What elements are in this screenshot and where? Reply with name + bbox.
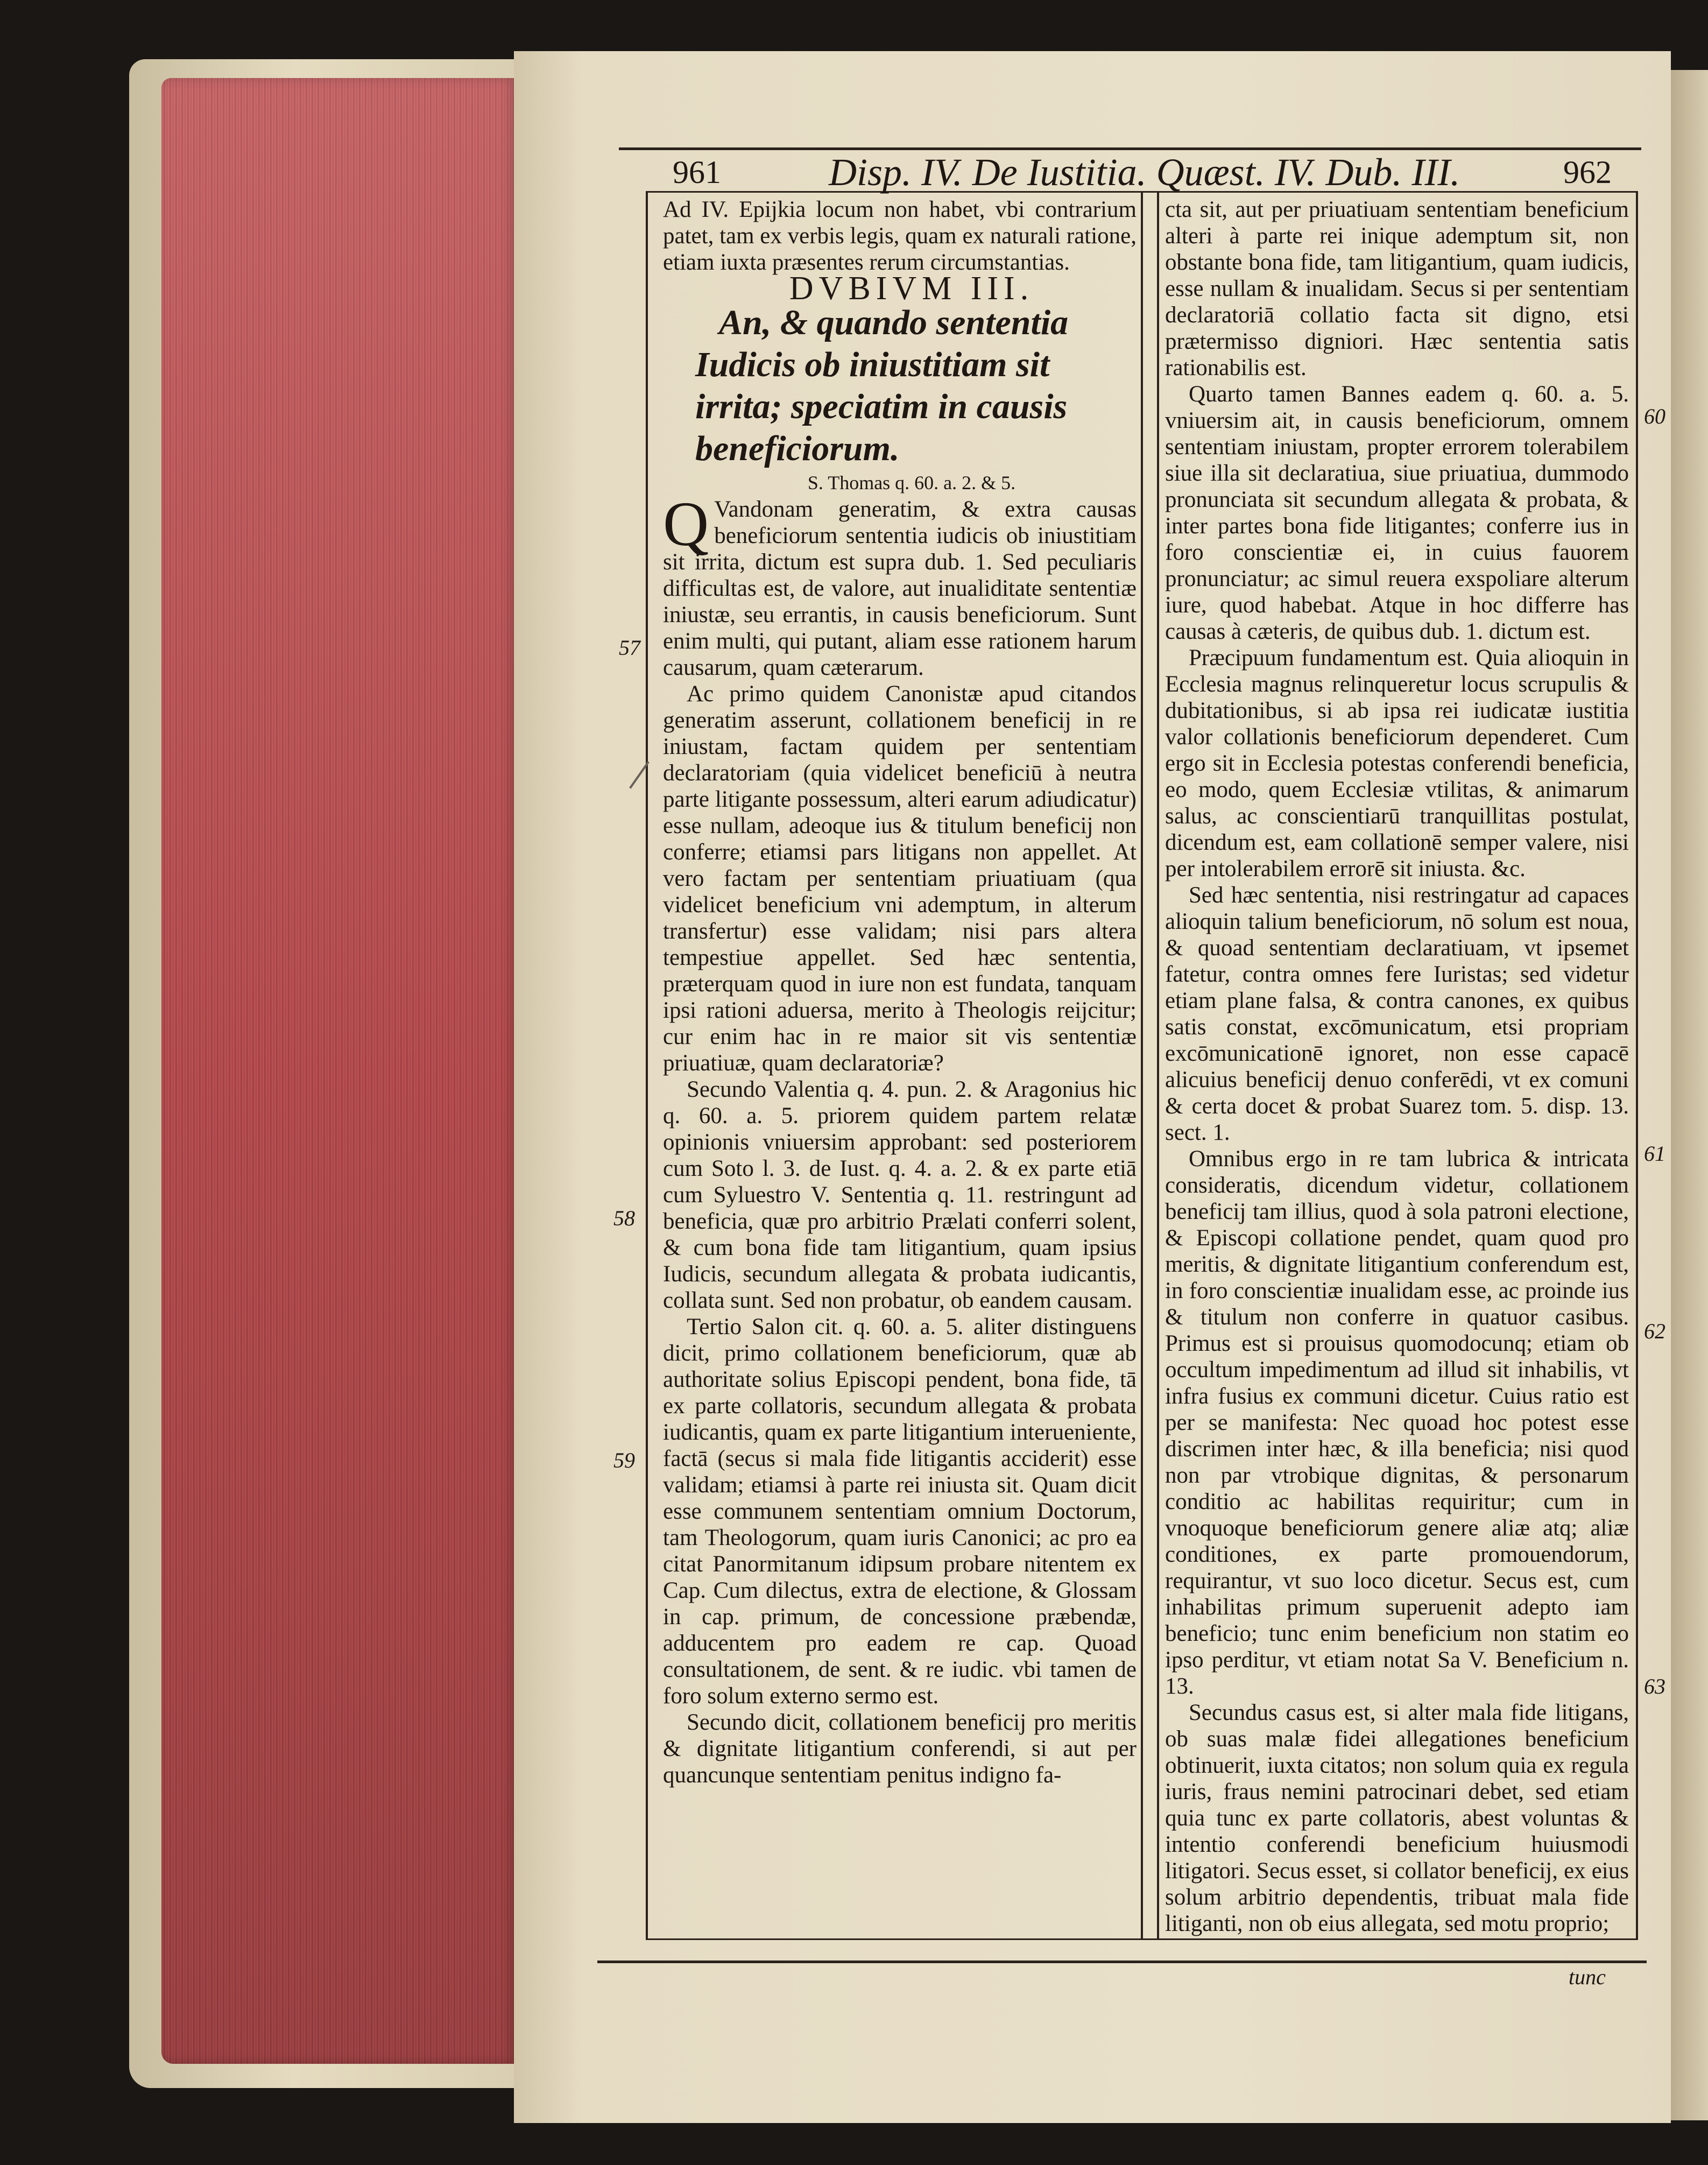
paragraph-text: Vandonam generatim, & extra causas beneficiorum sententia iudicis ob iniustitiam sit irrita, dictum est supra dub. 1. Sed peculiaris difficultas est, de valore, aut inualiditate sententiæ iniustæ, seu errantis, in causis beneficiorum. Sunt enim multi, qui putant, aliam esse rationem harum causarum, quam cæterarum. [663, 497, 1137, 680]
margin-number: 59 [613, 1448, 635, 1472]
left-column [663, 196, 1137, 1940]
paragraph: Sed hæc sententia, nisi restringatur ad capaces alioquin talium beneficiorum, nō solum est noua, & quoad sententiam declaratiuam, vt ipsemet fatetur, contra omnes fere Iuristas; sed videtur etiam plane falsa, & contra canones, ex quibus satis constat, excōmunicatum, etsi propriam excōmunicationē ignoret, non esse capacē alicuius beneficij denuo conferēdi, vt ex comuni & certa docet & probat Suarez tom. 5. disp. 13. sect. 1. [1165, 883, 1629, 1145]
citation-line: S. Thomas q. 60. a. 2. & 5. [807, 472, 1016, 493]
paragraph: Ac primo quidem Canonistæ apud citandos generatim asserunt, collationem beneficij in re iniustam, factam quidem per sententiam declaratoriam (quia videlicet beneficiū à neutra parte litigante possessum, alteri earum adiudicatur) esse nullam, adeoque ius & titulum beneficij non conferre; etiamsi pars litigans non appellet. At vero factam per sententiam priuatiuam (qua videlicet beneficium vni ademptum, in alterum transfertur) esse validam; nisi pars altera tempestiue appellet. Sed hæc sententia, præterquam quod in iure non est fundata, tanquam ipsi rationi aduersa, merito à Theologis reijcitur; cur enim hac in re maior sit vis sententiæ priuatiuæ, quam declaratoriæ? [663, 681, 1137, 1076]
margin-number: 61 [1644, 1141, 1665, 1166]
paragraph: Secundo Valentia q. 4. pun. 2. & Aragonius hic q. 60. a. 5. priorem quidem partem relatæ opinionis vniuersim approbant: sed posteriorem cum Soto l. 3. de Iust. q. 4. a. 2. & ex parte etiā cum Syluestro V. Sententia q. 11. restringunt ad beneficia, quæ pro arbitrio Prælati conferri solent, & cum bona fide tam litigantium, quam ipsius Iudicis, secundum allegata & probata iudicantis, collata sunt. Sed non probatur, ob eandem causam. [663, 1077, 1137, 1313]
page-edge-shading [161, 78, 517, 2064]
paragraph: Secundus casus est, si alter mala fide litigans, ob suas malæ fidei allegationes beneficium obtinuerit, iuxta citatos; non solum quia ex regula iuris, fraus nemini patrocinari debet, sed etiam quia tunc ex parte collatoris, abest voluntas & intentio conferendi beneficium huiusmodi litigatori. Secus esset, si collator beneficij, ex eius solum arbitrio dependentis, tribuat mala fide litiganti, non ob eius allegata, sed motu proprio; [1165, 1700, 1629, 1936]
footer-rule [597, 1961, 1647, 1963]
margin-number: 63 [1644, 1674, 1665, 1698]
intro-paragraph: Ad IV. Epijkia locum non habet, vbi contrarium patet, tam ex verbis legis, quam ex naturali ratione, etiam iuxta præsentes rerum circumstantias. [663, 197, 1137, 275]
question-heading: An, & quando sententia Iudicis ob iniustitiam sit irrita; speciatim in causis beneficiorum. [695, 303, 1069, 468]
frame-left-rule [646, 191, 648, 1940]
column-divider-right [1157, 191, 1159, 1940]
frame-right-rule [1636, 191, 1638, 1940]
paragraph: Quarto tamen Bannes eadem q. 60. a. 5. vniuersim ait, in causis beneficiorum, omnem sententiam iniustam, propter errorem tolerabilem siue illa sit declaratiua, siue priuatiua, dummodo pronunciata sit secundum allegata & probata, & inter partes bona fide litigantes; conferre ius in foro conscientiæ ei, in cuius fauorem pronunciatur; ac simul reuera exspoliare alterum iure, quod habebat. Atque in hoc differre has causas à cæteris, de quibus dub. 1. dictum est. [1165, 382, 1629, 644]
facing-page-edge [1671, 70, 1708, 2120]
page-number-left: 961 [673, 154, 721, 190]
margin-number: 58 [613, 1206, 635, 1230]
paragraph: Præcipuum fundamentum est. Quia alioquin in Ecclesia magnus relinqueretur locus scrupulis & dubitationibus, si ab ipsa rei iudicatæ iustitia valor collationis beneficiorum dependeret. Cum ergo sit in Ecclesia potestas conferendi beneficia, eo modo, quem Ecclesiæ vtilitas, & animarum salus, ac conscientiarū tranquillitas postulat, dicendum est, eam collationē semper valere, nisi per intolerabilem errorē sit iniusta. &c. [1165, 645, 1629, 881]
dubium-heading: DVBIVM III. [789, 270, 1034, 307]
page-number-right: 962 [1563, 154, 1612, 190]
paragraph: Tertio Salon cit. q. 60. a. 5. aliter distinguens dicit, primo collationem beneficiorum, quæ ab authoritate solius Episcopi pendent, bona fide, tā ex parte collatoris, secundum allegata & probata iudicantis, quam ex parte litigantium interueniente, factā (secus si mala fide litigantis acciderit) esse validam; etiamsi à parte rei iniusta sit. Quam dicit esse communem sententiam omnium Doctorum, tam Theologorum, quam iuris Canonici; ac pro ea citat Panormitanum idipsum probare nitentem ex Cap. Cum dilectus, extra de electione, & Glossam in cap. primum, de concessione præbendæ, adducentem pro eadem re cap. Quoad consultationem, de sent. & re iudic. vbi tamen de foro solum externo sermo est. [663, 1314, 1137, 1709]
running-title: Disp. IV. De Iustitia. Quæst. IV. Dub. III. [829, 151, 1460, 194]
right-column [1165, 196, 1629, 1940]
paragraph: cta sit, aut per priuatiuam sententiam beneficium alteri à parte rei inique ademptum sit, non obstante bona fide, tam litigantium, quam iudicis, esse nullam & inualidam. Secus si per sententiam declaratoriā collatio facta sit digno, etsi prætermisso digniori. Hæc sententia satis rationabilis est. [1165, 197, 1629, 380]
paragraph: Secundo dicit, collationem beneficij pro meritis & dignitate litigantium conferendi, si aut per quancunque sententiam penitus indigno fa- [663, 1710, 1137, 1788]
margin-number: 57 [619, 636, 640, 660]
margin-number: 62 [1644, 1319, 1665, 1343]
paragraph [663, 489, 1137, 681]
margin-number: 60 [1644, 404, 1665, 428]
header-rule [619, 147, 1641, 150]
paragraph: Omnibus ergo in re tam lubrica & intricata consideratis, dicendum videtur, collationem beneficij tam illius, quod à sola patroni electione, & Episcopi collatione pendet, quam quod pro meritis, & dignitate litigantium conferendum est, in foro conscientiæ inualidam esse, ac proinde ius & titulum non conferre in quatuor casibus. Primus est si prouisus quomodocunq; etiam ob occultum impedimentum ad illud sit inhabilis, vt infra fusius ex communi dicetur. Cuius ratio est per se manifesta: Nec quoad hoc potest esse discrimen inter hæc, & illa beneficia; nisi quod non par vtrobique dignitas, & personarum conditio ac habilitas requiritur; cum in vnoquoque beneficiorum genere aliæ atq; aliæ conditiones, ex parte promouendorum, requirantur, vt suo loco dicetur. Secus est, cum inhabilitas primum superuenit adepto iam beneficio; tunc enim beneficium non statim eo ipso perditur, vt etiam notat Sa V. Beneficium n. 13. [1165, 1146, 1629, 1699]
drop-capital: Q [663, 489, 709, 559]
column-divider-left [1141, 191, 1143, 1940]
catchword: tunc [1569, 1965, 1606, 1989]
